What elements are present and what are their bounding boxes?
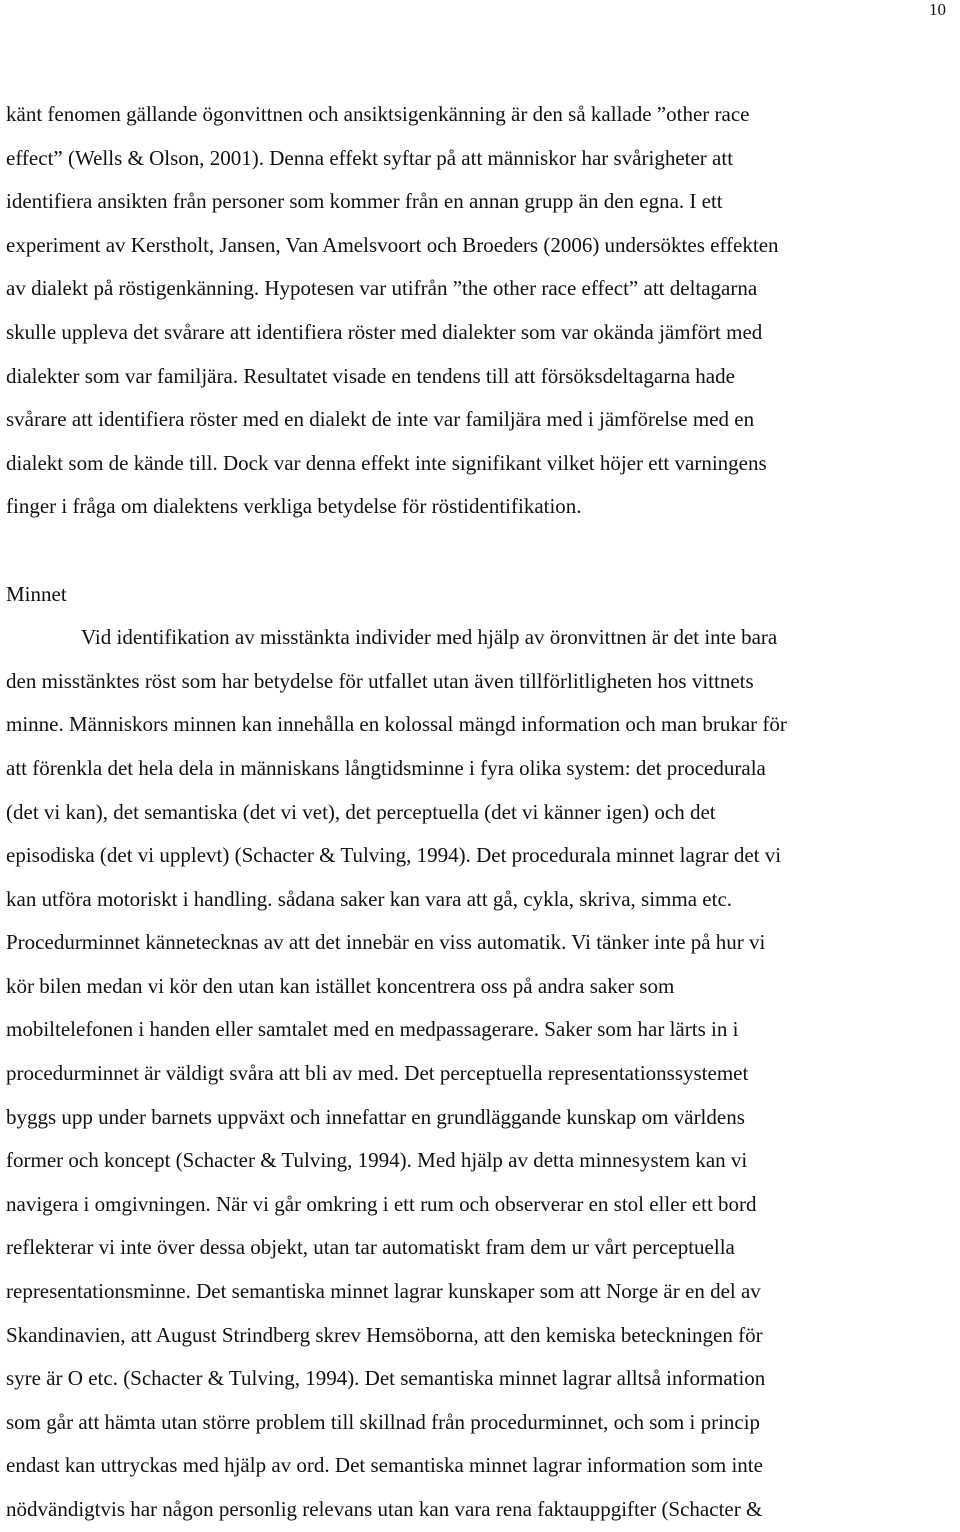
paragraph-memory-systems [6, 616, 954, 1531]
paragraph-spacer [6, 529, 954, 573]
text-line: representationsminne. Det semantiska minnet lagrar kunskaper som att Norge är en del av [6, 1279, 761, 1304]
text-line: finger i fråga om dialektens verkliga betydelse för röstidentifikation. [6, 494, 582, 519]
text-line: dialekter som var familjära. Resultatet visade en tendens till att försöksdeltagarna hade [6, 363, 735, 388]
text-line: experiment av Kerstholt, Jansen, Van Amelsvoort och Broeders (2006) undersöktes effekten [6, 232, 779, 257]
text-line: syre är O etc. (Schacter & Tulving, 1994). Det semantiska minnet lagrar alltså information [6, 1366, 766, 1391]
text-line: kör bilen medan vi kör den utan kan istället koncentrera oss på andra saker som [6, 973, 675, 998]
document-body [6, 93, 954, 1532]
text-line: endast kan uttryckas med hjälp av ord. Det semantiska minnet lagrar information som inte [6, 1453, 763, 1478]
text-line: Skandinavien, att August Strindberg skrev Hemsöborna, att den kemiska beteckningen för [6, 1322, 763, 1347]
text-line: kan utföra motoriskt i handling. sådana saker kan vara att gå, cykla, skriva, simma etc. [6, 886, 733, 911]
text-line: identifiera ansikten från personer som kommer från en annan grupp än den egna. I ett [6, 189, 723, 214]
text-line: dialekt som de kände till. Dock var denna effekt inte signifikant vilket höjer ett varningens [6, 450, 767, 475]
text-line: skulle uppleva det svårare att identifiera röster med dialekter som var okända jämfört med [6, 319, 763, 344]
text-line: den misstänktes röst som har betydelse för utfallet utan även tillförlitligheten hos vittnets [6, 668, 754, 693]
text-line: känt fenomen gällande ögonvittnen och ansiktsigenkänning är den så kallade ”other race [6, 102, 750, 126]
text-line: minne. Människors minnen kan innehålla en kolossal mängd information och man brukar för [6, 712, 787, 737]
text-line: former och koncept (Schacter & Tulving, 1994). Med hjälp av detta minnesystem kan vi [6, 1148, 748, 1173]
text-line: att förenkla det hela dela in människans långtidsminne i fyra olika system: det procedurala [6, 755, 766, 780]
text-line: procedurminnet är väldigt svåra att bli av med. Det perceptuella representationssystemet [6, 1061, 749, 1086]
text-line: effect” (Wells & Olson, 2001). Denna effekt syftar på att människor har svårigheter att [6, 145, 734, 170]
text-line: mobiltelefonen i handen eller samtalet med en medpassagerare. Saker som har lärts in i [6, 1017, 739, 1042]
text-line: nödvändigtvis har någon personlig relevans utan kan vara rena faktauppgifter (Schacter & [6, 1497, 763, 1521]
text-line: av dialekt på röstigenkänning. Hypotesen var utifrån ”the other race effect” att deltagarna [6, 276, 758, 301]
text-line: byggs upp under barnets uppväxt och innefattar en grundläggande kunskap om världens [6, 1104, 745, 1129]
text-line: (det vi kan), det semantiska (det vi vet), det perceptuella (det vi känner igen) och det [6, 799, 716, 824]
text-line: navigera i omgivningen. När vi går omkring i ett rum och observerar en stol eller ett bord [6, 1191, 757, 1216]
text-line: reflekterar vi inte över dessa objekt, utan tar automatiskt fram dem ur vårt perceptuella [6, 1235, 735, 1260]
page-number: 10 [929, 0, 946, 19]
text-line: som går att hämta utan större problem till skillnad från procedurminnet, och som i princip [6, 1409, 761, 1434]
text-line: episodiska (det vi upplevt) (Schacter & Tulving, 1994). Det procedurala minnet lagrar det vi [6, 843, 782, 868]
text-line: svårare att identifiera röster med en dialekt de inte var familjära med i jämförelse med en [6, 407, 755, 432]
paragraph-dialect-recognition [6, 93, 954, 529]
text-line: Procedurminnet kännetecknas av att det innebär en viss automatik. Vi tänker inte på hur vi [6, 930, 766, 955]
text-line: Vid identifikation av misstänkta individer med hjälp av öronvittnen är det inte bara [81, 625, 778, 650]
section-heading: Minnet [6, 581, 67, 606]
